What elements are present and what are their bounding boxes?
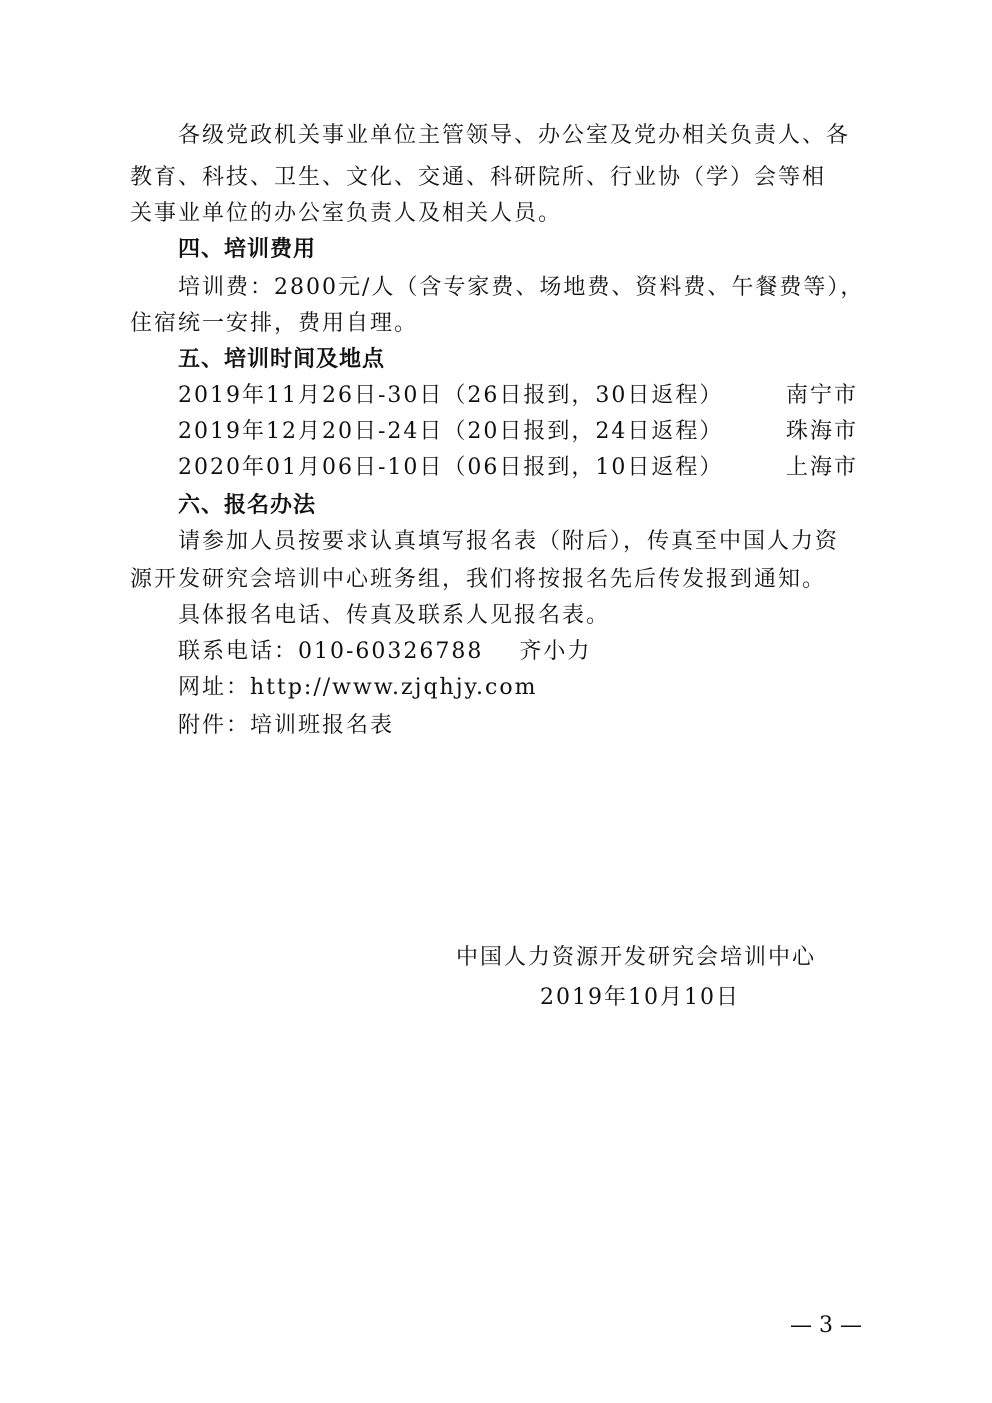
participants-line-2: 教育、科技、卫生、文化、交通、科研院所、行业协（学）会等相 bbox=[130, 165, 827, 190]
participants-line-1: 各级党政机关事业单位主管领导、办公室及党办相关负责人、各 bbox=[178, 123, 851, 148]
signature-organization: 中国人力资源开发研究会培训中心 bbox=[456, 945, 817, 970]
fees-line-2: 住宿统一安排，费用自理。 bbox=[130, 311, 419, 336]
schedule-heading: 五、培训时间及地点 bbox=[178, 347, 386, 372]
participants-line-3: 关事业单位的办公室负责人及相关人员。 bbox=[130, 201, 563, 226]
registration-heading: 六、报名办法 bbox=[178, 493, 317, 518]
schedule-city: 珠海市 bbox=[785, 419, 858, 444]
signature-date: 2019年10月10日 bbox=[540, 985, 740, 1010]
registration-line-1: 请参加人员按要求认真填写报名表（附后），传真至中国人力资 bbox=[178, 529, 840, 554]
schedule-city: 上海市 bbox=[785, 455, 858, 480]
schedule-row bbox=[178, 450, 858, 486]
website-line: 网址：http://www.zjqhjy.com bbox=[178, 675, 538, 700]
fees-line-1: 培训费：2800元/人（含专家费、场地费、资料费、午餐费等）， bbox=[178, 275, 865, 300]
schedule-row bbox=[178, 414, 858, 450]
registration-line-2: 源开发研究会培训中心班务组，我们将按报名先后传发报到通知。 bbox=[130, 567, 827, 592]
schedule-date: 2020年01月06日-10日（06日报到，10日返程） bbox=[178, 455, 724, 480]
schedule-date: 2019年12月20日-24日（20日报到，24日返程） bbox=[178, 419, 724, 444]
contact-phone: 联系电话：010-60326788 齐小力 bbox=[178, 639, 592, 664]
schedule-city: 南宁市 bbox=[785, 383, 858, 408]
attachment-line: 附件：培训班报名表 bbox=[178, 713, 395, 738]
page-number: — 3 — bbox=[790, 1313, 862, 1338]
registration-line-3: 具体报名电话、传真及联系人见报名表。 bbox=[178, 603, 611, 628]
schedule-row bbox=[178, 378, 858, 414]
fees-heading: 四、培训费用 bbox=[178, 237, 317, 262]
schedule-date: 2019年11月26日-30日（26日报到，30日返程） bbox=[178, 383, 724, 408]
